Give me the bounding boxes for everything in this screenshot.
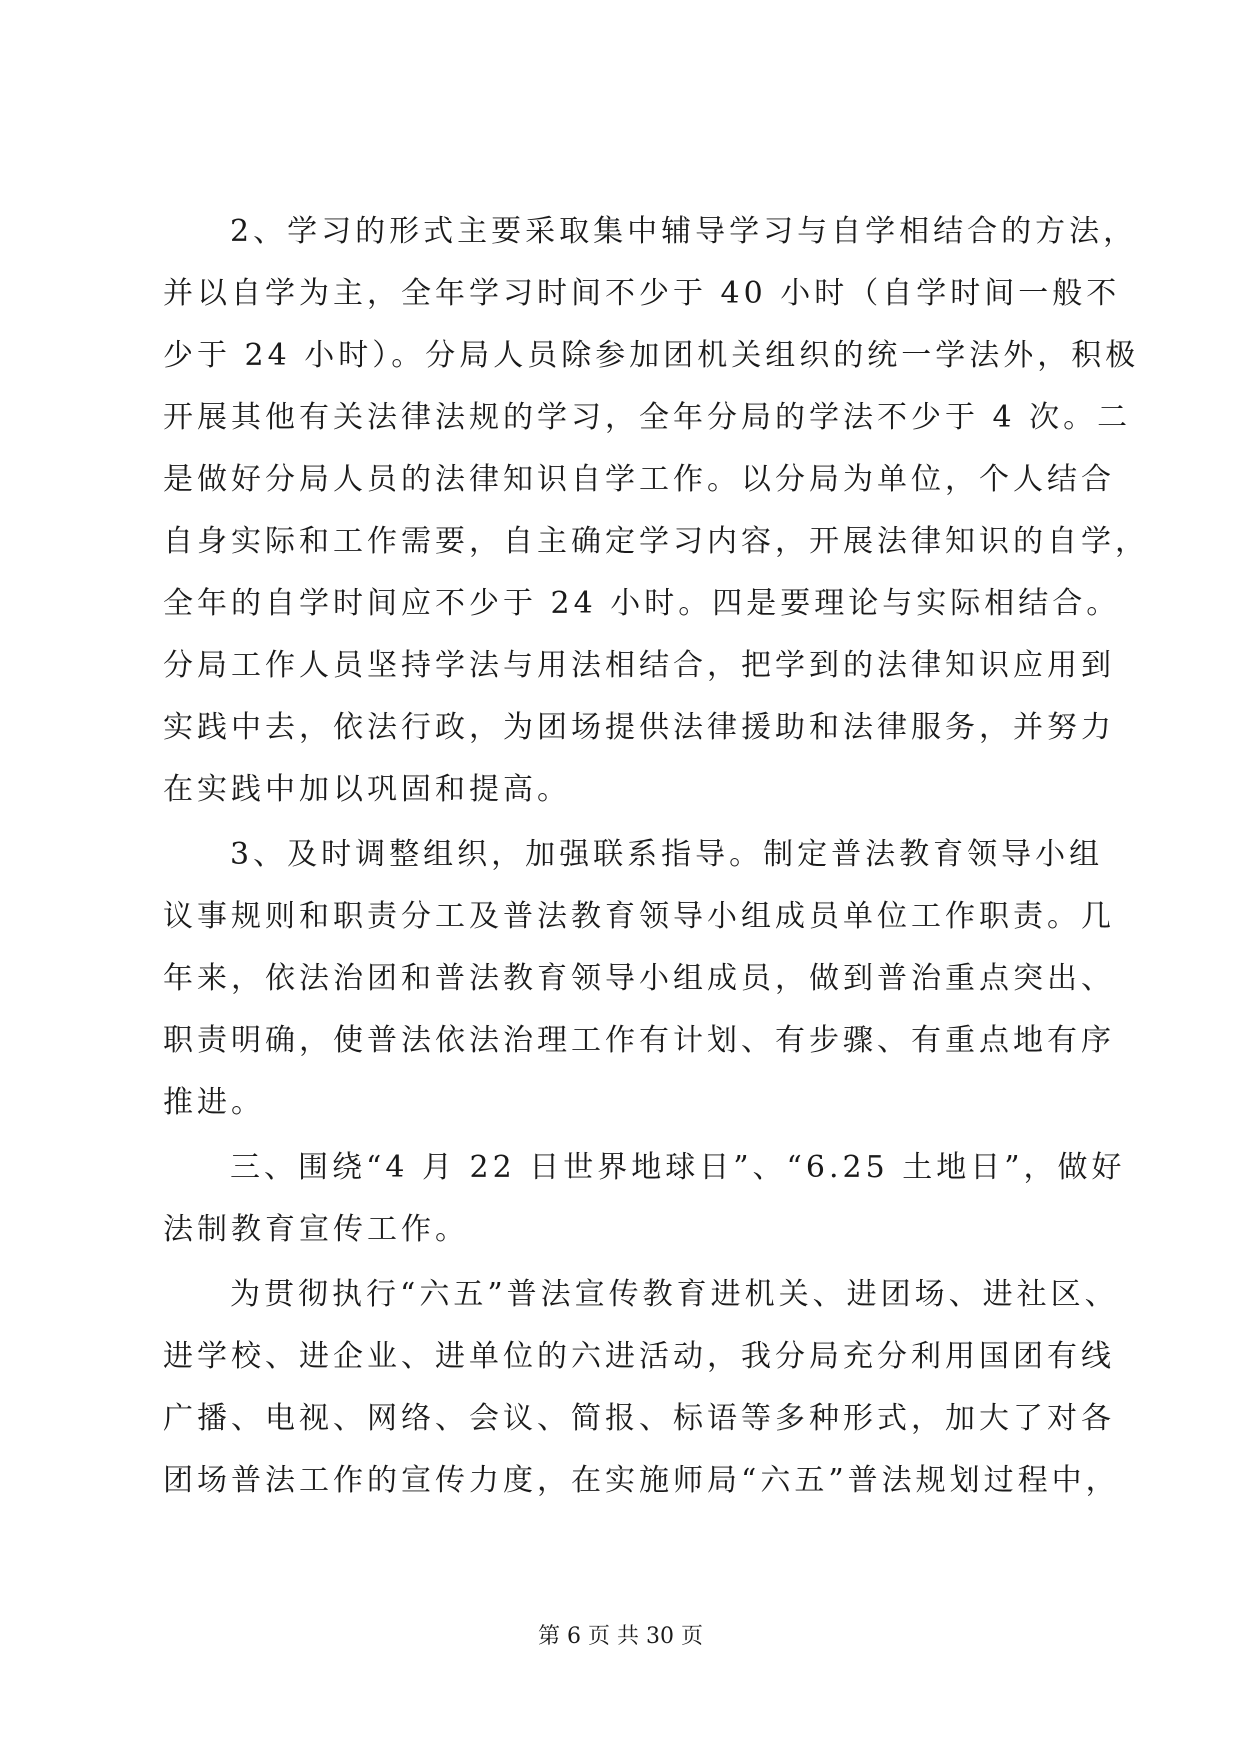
text-line: 在实践中加以巩固和提高。 bbox=[163, 772, 571, 807]
text-line: 分局工作人员坚持学法与用法相结合，把学到的法律知识应用到 bbox=[163, 648, 1115, 683]
text-line: 广播、电视、网络、会议、简报、标语等多种形式，加大了对各 bbox=[163, 1401, 1115, 1436]
text-line: 进学校、进企业、进单位的六进活动，我分局充分利用国团有线 bbox=[163, 1339, 1115, 1374]
text-line: 3、及时调整组织，加强联系指导。制定普法教育领导小组 bbox=[230, 837, 1104, 872]
text-line: 团场普法工作的宣传力度，在实施师局“六五”普法规划过程中， bbox=[163, 1463, 1120, 1498]
text-line: 自身实际和工作需要，自主确定学习内容，开展法律知识的自学， bbox=[163, 524, 1149, 559]
text-line: 议事规则和职责分工及普法教育领导小组成员单位工作职责。几 bbox=[163, 899, 1115, 934]
page-number-footer: 第 6 页 共 30 页 bbox=[538, 1624, 703, 1649]
text-line: 2、学习的形式主要采取集中辅导学习与自学相结合的方法， bbox=[230, 214, 1138, 249]
text-line: 少于 24 小时）。分局人员除参加团机关组织的统一学法外，积极 bbox=[163, 338, 1140, 373]
text-line: 开展其他有关法律法规的学习，全年分局的学法不少于 4 次。二 bbox=[163, 400, 1132, 435]
text-line: 职责明确，使普法依法治理工作有计划、有步骤、有重点地有序 bbox=[163, 1023, 1115, 1058]
text-line: 为贯彻执行“六五”普法宣传教育进机关、进团场、进社区、 bbox=[230, 1277, 1119, 1312]
text-line: 推进。 bbox=[163, 1085, 265, 1120]
text-line: 全年的自学时间应不少于 24 小时。四是要理论与实际相结合。 bbox=[163, 586, 1121, 621]
text-line: 法制教育宣传工作。 bbox=[163, 1212, 469, 1247]
text-line: 年来，依法治团和普法教育领导小组成员，做到普治重点突出、 bbox=[163, 961, 1115, 996]
text-line: 并以自学为主，全年学习时间不少于 40 小时（自学时间一般不 bbox=[163, 276, 1121, 311]
text-line: 三、围绕“4 月 22 日世界地球日”、“6.25 土地日”，做好 bbox=[230, 1150, 1126, 1185]
text-line: 实践中去，依法行政，为团场提供法律援助和法律服务，并努力 bbox=[163, 710, 1115, 745]
text-line: 是做好分局人员的法律知识自学工作。以分局为单位，个人结合 bbox=[163, 462, 1115, 497]
